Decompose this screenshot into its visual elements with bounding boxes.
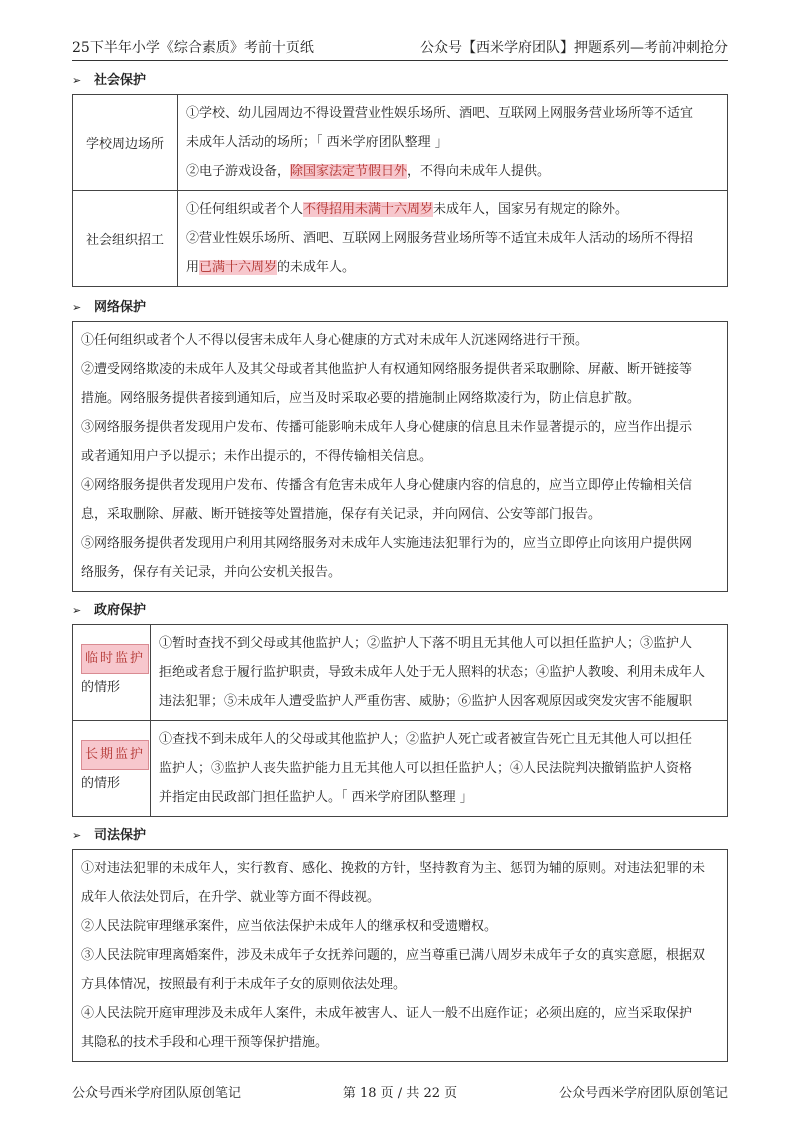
table-row [73, 625, 728, 721]
text-line: 并指定由民政部门担任监护人。「 西米学府团队整理 」 [159, 790, 473, 805]
text-line: ②电子游戏设备，除国家法定节假日外，不得向未成年人提供。 [186, 164, 551, 179]
section-title-social: ➢ 社会保护 [72, 68, 728, 94]
table-row [73, 95, 728, 191]
text-line: 未成年人活动的场所；「 西米学府团队整理 」 [186, 135, 448, 150]
highlight-label: 临时监护 [81, 644, 149, 674]
text-line: 络服务，保存有关记录，并向公安机关报告。 [81, 565, 342, 580]
page-content [72, 68, 728, 1062]
table-row [73, 191, 728, 287]
text-line: 息，采取删除、屏蔽、断开链接等处置措施，保存有关记录，并向网信、公安等部门报告。 [81, 507, 602, 522]
footer-left: 公众号西米学府团队原创笔记 [72, 1086, 242, 1101]
arrow-right-icon: ➢ [72, 604, 82, 617]
judicial-protection-box [72, 849, 728, 1062]
text-line: 方具体情况，按照最有利于未成年子女的原则依法处理。 [81, 977, 407, 992]
row-content [178, 95, 728, 191]
highlight-label: 长期监护 [81, 740, 149, 770]
text-line: ③网络服务提供者发现用户发布、传播可能影响未成年人身心健康的信息且未作显著提示的，应当作出提示 [81, 420, 693, 435]
row-label [73, 625, 151, 721]
text-line: 其隐私的技术手段和心理干预等保护措施。 [81, 1035, 329, 1050]
text-line: 违法犯罪；⑤未成年人遭受监护人严重伤害、威胁；⑥监护人因客观原因或突发灾害不能履职 [159, 694, 693, 709]
page-number: 第 18 页 / 共 22 页 [342, 1086, 458, 1101]
row-content [151, 625, 728, 721]
highlight-text: 已满十六周岁 [199, 260, 278, 275]
text-line: 拒绝或者怠于履行监护职责，导致未成年人处于无人照料的状态；④监护人教唆、利用未成年人 [159, 665, 706, 680]
header-right-title: 公众号【西米学府团队】押题系列—考前冲刺抢分 [420, 40, 728, 56]
text-line: ①查找不到未成年人的父母或其他监护人；②监护人死亡或者被宣告死亡且无其他人可以担任 [159, 732, 693, 747]
text-line: 成年人依法处罚后，在升学、就业等方面不得歧视。 [81, 890, 381, 905]
text-line: ②人民法院审理继承案件，应当依法保护未成年人的继承权和受遗赠权。 [81, 919, 498, 934]
text-line: ①对违法犯罪的未成年人，实行教育、感化、挽救的方针，坚持教育为主、惩罚为辅的原则。对违法犯罪的未 [81, 861, 706, 876]
label-suffix: 的情形 [81, 775, 121, 791]
text-line: 措施。网络服务提供者接到通知后，应当及时采取必要的措施制止网络欺凌行为，防止信息扩散。 [81, 391, 641, 406]
text-line: 用已满十六周岁的未成年人。 [186, 260, 356, 275]
row-label: 学校周边场所 [73, 95, 178, 191]
text-line: ②营业性娱乐场所、酒吧、互联网上网服务营业场所等不适宜未成年人活动的场所不得招 [186, 231, 694, 246]
text-line: ①学校、幼儿园周边不得设置营业性娱乐场所、酒吧、互联网上网服务营业场所等不适宜 [186, 106, 694, 121]
row-content [151, 721, 728, 817]
arrow-right-icon: ➢ [72, 74, 82, 87]
arrow-right-icon: ➢ [72, 301, 82, 314]
highlight-text: 除国家法定节假日外 [290, 164, 408, 179]
arrow-right-icon: ➢ [72, 829, 82, 842]
header-left-title: 25下半年小学《综合素质》考前十页纸 [72, 40, 314, 56]
row-label [73, 721, 151, 817]
government-protection-table [72, 624, 728, 817]
section-title-government: ➢ 政府保护 [72, 598, 728, 624]
footer-right: 公众号西米学府团队原创笔记 [558, 1086, 728, 1101]
social-protection-table [72, 94, 728, 287]
text-line: 或者通知用户予以提示；未作出提示的，不得传输相关信息。 [81, 449, 433, 464]
section-title-judicial: ➢ 司法保护 [72, 823, 728, 849]
text-line: ⑤网络服务提供者发现用户利用其网络服务对未成年人实施违法犯罪行为的，应当立即停止向该用户提供网 [81, 536, 693, 551]
table-row [73, 721, 728, 817]
label-suffix: 的情形 [81, 679, 121, 695]
section-title-network: ➢ 网络保护 [72, 295, 728, 321]
page-footer [72, 1082, 728, 1101]
text-line: ③人民法院审理离婚案件，涉及未成年子女抚养问题的，应当尊重已满八周岁未成年子女的真实意愿，根据双 [81, 948, 706, 963]
text-line: 监护人；③监护人丧失监护能力且无其他人可以担任监护人；④人民法院判决撤销监护人资格 [159, 761, 693, 776]
text-line: ①暂时查找不到父母或其他监护人；②监护人下落不明且无其他人可以担任监护人；③监护人 [159, 636, 693, 651]
text-line: ①任何组织或者个人不得招用未满十六周岁未成年人，国家另有规定的除外。 [186, 202, 629, 217]
row-label: 社会组织招工 [73, 191, 178, 287]
row-content [178, 191, 728, 287]
highlight-text: 不得招用未满十六周岁 [303, 202, 434, 217]
network-protection-box [72, 321, 728, 592]
text-line: ①任何组织或者个人不得以侵害未成年人身心健康的方式对未成年人沉迷网络进行干预。 [81, 333, 589, 348]
page-header [72, 36, 728, 61]
text-line: ④网络服务提供者发现用户发布、传播含有危害未成年人身心健康内容的信息的，应当立即停止传输相关信 [81, 478, 693, 493]
text-line: ④人民法院开庭审理涉及未成年人案件，未成年被害人、证人一般不出庭作证；必须出庭的，应当采取保护 [81, 1006, 693, 1021]
text-line: ②遭受网络欺凌的未成年人及其父母或者其他监护人有权通知网络服务提供者采取删除、屏蔽、断开链接等 [81, 362, 693, 377]
